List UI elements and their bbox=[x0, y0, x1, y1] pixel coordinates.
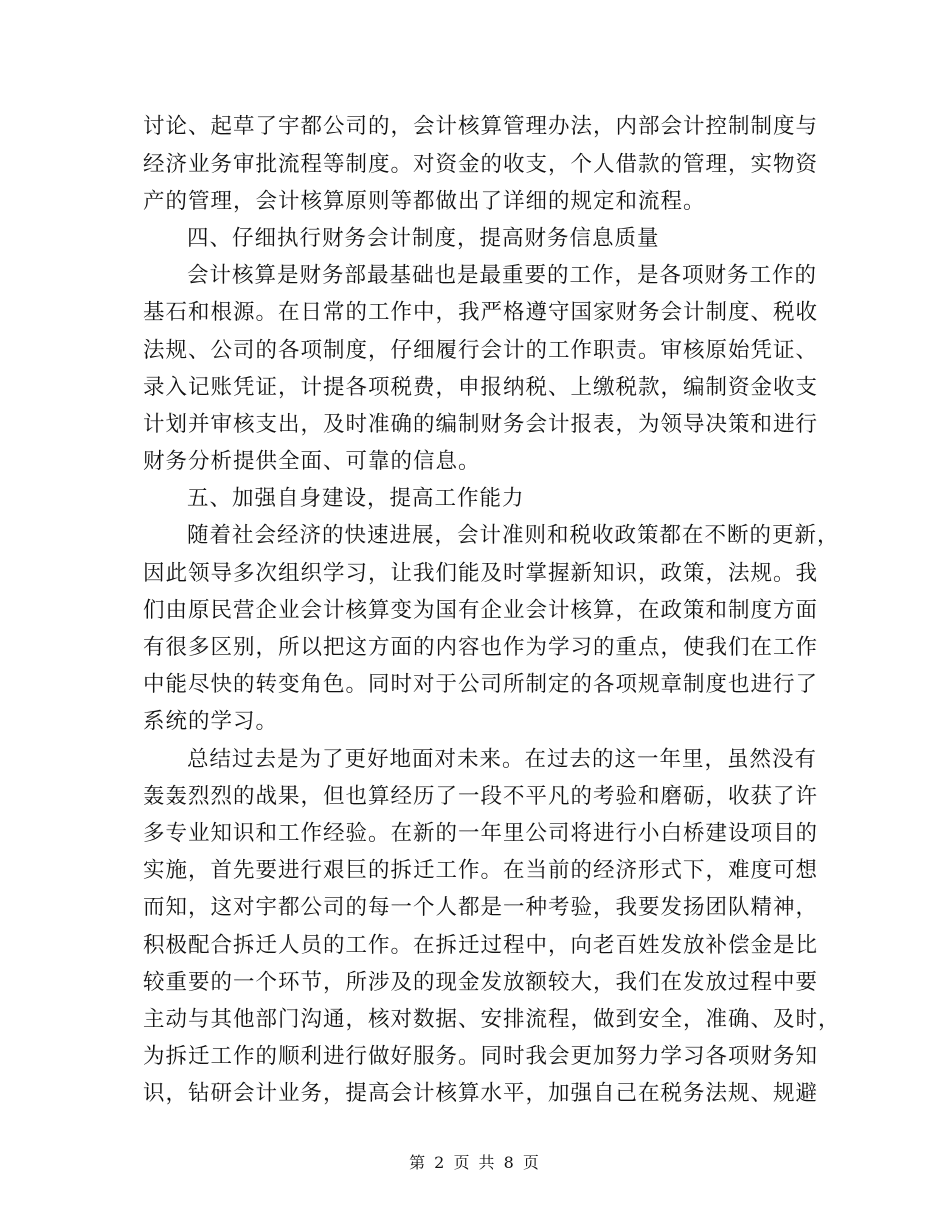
text-line: 中能尽快的转变角色。同时对于公司所制定的各项规章制度也进行了 bbox=[143, 672, 819, 697]
section-heading: 四、仔细执行财务会计制度，提高财务信息质量 bbox=[187, 226, 660, 251]
text-line: 较重要的一个环节，所涉及的现金发放额较大，我们在发放过程中要 bbox=[143, 970, 819, 995]
text-line: 而知，这对宇都公司的每一个人都是一种考验，我要发扬团队精神， bbox=[143, 895, 819, 920]
text-line: 讨论、起草了宇都公司的，会计核算管理办法，内部会计控制制度与 bbox=[143, 114, 819, 139]
text-line: 轰轰烈烈的战果，但也算经历了一段不平凡的考验和磨砺，收获了许 bbox=[143, 784, 819, 809]
text-line: 计划并审核支出，及时准确的编制财务会计报表，为领导决策和进行 bbox=[143, 412, 819, 437]
text-line: 经济业务审批流程等制度。对资金的收支，个人借款的管理，实物资 bbox=[143, 152, 819, 177]
text-line: 会计核算是财务部最基础也是最重要的工作，是各项财务工作的 bbox=[187, 263, 818, 288]
text-line: 总结过去是为了更好地面对未来。在过去的这一年里，虽然没有 bbox=[187, 747, 818, 772]
text-line: 录入记账凭证，计提各项税费，申报纳税、上缴税款，编制资金收支 bbox=[143, 375, 819, 400]
text-line: 随着社会经济的快速进展，会计准则和税收政策都在不断的更新， bbox=[187, 523, 840, 548]
text-line: 们由原民营企业会计核算变为国有企业会计核算，在政策和制度方面 bbox=[143, 598, 819, 623]
text-line: 实施，首先要进行艰巨的拆迁工作。在当前的经济形式下，难度可想 bbox=[143, 858, 819, 883]
section-heading: 五、加强自身建设，提高工作能力 bbox=[187, 486, 525, 511]
text-line: 财务分析提供全面、可靠的信息。 bbox=[143, 449, 481, 474]
text-line: 积极配合拆迁人员的工作。在拆迁过程中，向老百姓发放补偿金是比 bbox=[143, 933, 819, 958]
text-line: 有很多区别，所以把这方面的内容也作为学习的重点，使我们在工作 bbox=[143, 635, 819, 660]
page-number-footer: 第 2 页 共 8 页 bbox=[409, 1153, 541, 1172]
text-line: 主动与其他部门沟通，核对数据、安排流程，做到安全，准确、及时， bbox=[143, 1007, 841, 1032]
text-line: 法规、公司的各项制度，仔细履行会计的工作职责。审核原始凭证、 bbox=[143, 338, 819, 363]
text-line: 因此领导多次组织学习，让我们能及时掌握新知识，政策，法规。我 bbox=[143, 561, 819, 586]
text-line: 为拆迁工作的顺利进行做好服务。同时我会更加努力学习各项财务知 bbox=[143, 1044, 819, 1069]
text-line: 基石和根源。在日常的工作中，我严格遵守国家财务会计制度、税收 bbox=[143, 300, 819, 325]
text-line: 多专业知识和工作经验。在新的一年里公司将进行小白桥建设项目的 bbox=[143, 821, 819, 846]
text-line: 识，钻研会计业务，提高会计核算水平，加强自己在税务法规、规避 bbox=[143, 1081, 819, 1106]
text-line: 产的管理，会计核算原则等都做出了详细的规定和流程。 bbox=[143, 189, 706, 214]
text-line: 系统的学习。 bbox=[143, 709, 279, 734]
